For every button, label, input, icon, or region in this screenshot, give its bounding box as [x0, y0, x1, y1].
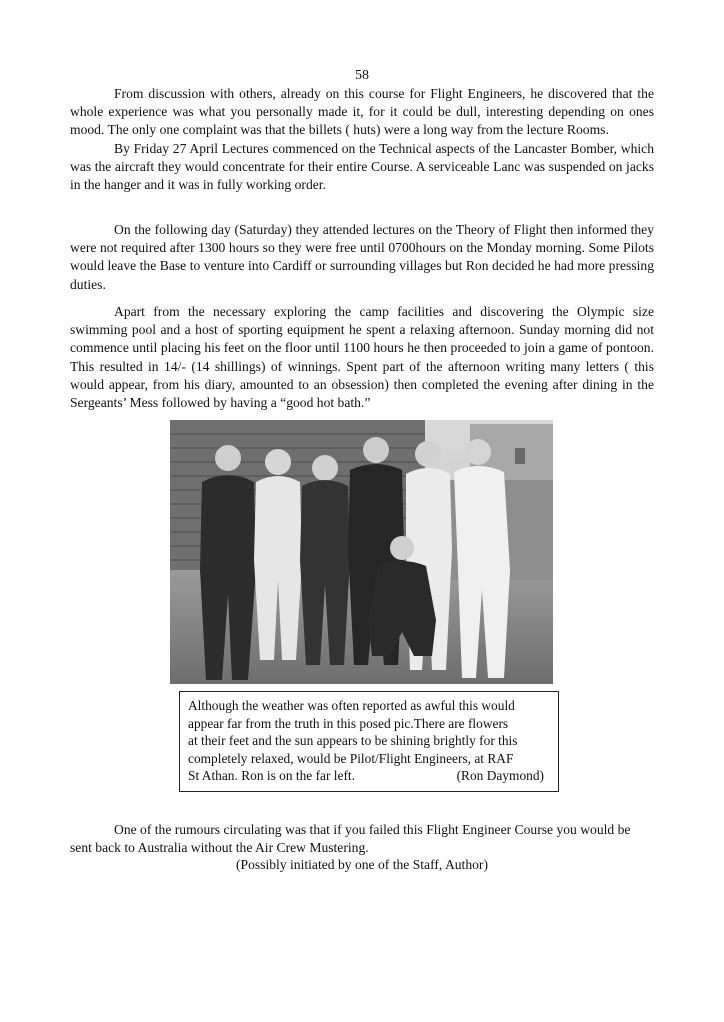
group-photo	[170, 420, 553, 684]
page-number: 58	[355, 68, 369, 83]
caption-line: at their feet and the sun appears to be shining brightly for this	[188, 733, 518, 749]
body-text-closing	[70, 821, 654, 857]
paragraph-saturday: On the following day (Saturday) they attended lectures on the Theory of Flight then informed they were not required after 1300 hours so they were free until 0700hours on the Monday morning. Some Pilots would leave the Base to venture into Cardiff or surrounding villages but Ron decided he had more pressing duties.	[70, 222, 654, 292]
body-text-saturday	[70, 221, 654, 294]
photo-caption	[179, 691, 559, 792]
paragraph-discussion: From discussion with others, already on this course for Flight Engineers, he discovered that the whole experience was what you personally made it, for it could be dull, interesting depending on ones mood. The only one complaint was that the billets ( huts) were a long way from the lecture Rooms.	[70, 86, 654, 138]
caption-line: completely relaxed, would be Pilot/Flight Engineers, at RAF	[188, 750, 514, 766]
paragraph-rumours: One of the rumours circulating was that if you failed this Flight Engineer Course you would be sent back to Australia without the Air Crew Mustering.	[70, 822, 631, 856]
paragraph-sunday: Apart from the necessary exploring the camp facilities and discovering the Olympic size swimming pool and a host of sporting equipment he spent a relaxing afternoon. Sunday morning did not commence until placing his feet on the floor until 1100 hours he then proceeded to join a game of pontoon. This resulted in 14/- (14 shillings) of winnings. Spent part of the afternoon writing many letters ( this would appear, from his diary, amounted to an obsession) then completed the evening after dining in the Sergeants’ Mess followed by having a “good hot bath.”	[70, 304, 654, 411]
body-text-top	[70, 85, 654, 194]
caption-line: Although the weather was often reported as awful this would	[188, 698, 515, 713]
caption-line-last	[188, 767, 550, 785]
author-attribution: (Possibly initiated by one of the Staff, Author)	[236, 857, 488, 872]
photo-credit: (Ron Daymond)	[456, 768, 544, 784]
paragraph-lectures: By Friday 27 April Lectures commenced on the Technical aspects of the Lancaster Bomber, which was the aircraft they would concentrate for their entire Course. A serviceable Lanc was suspended on jacks in the hanger and it was in fully working order.	[70, 140, 654, 193]
caption-line: appear far from the truth in this posed pic.There are flowers	[188, 715, 509, 731]
caption-text: St Athan. Ron is on the far left.	[188, 768, 355, 784]
body-text-sunday	[70, 303, 654, 412]
